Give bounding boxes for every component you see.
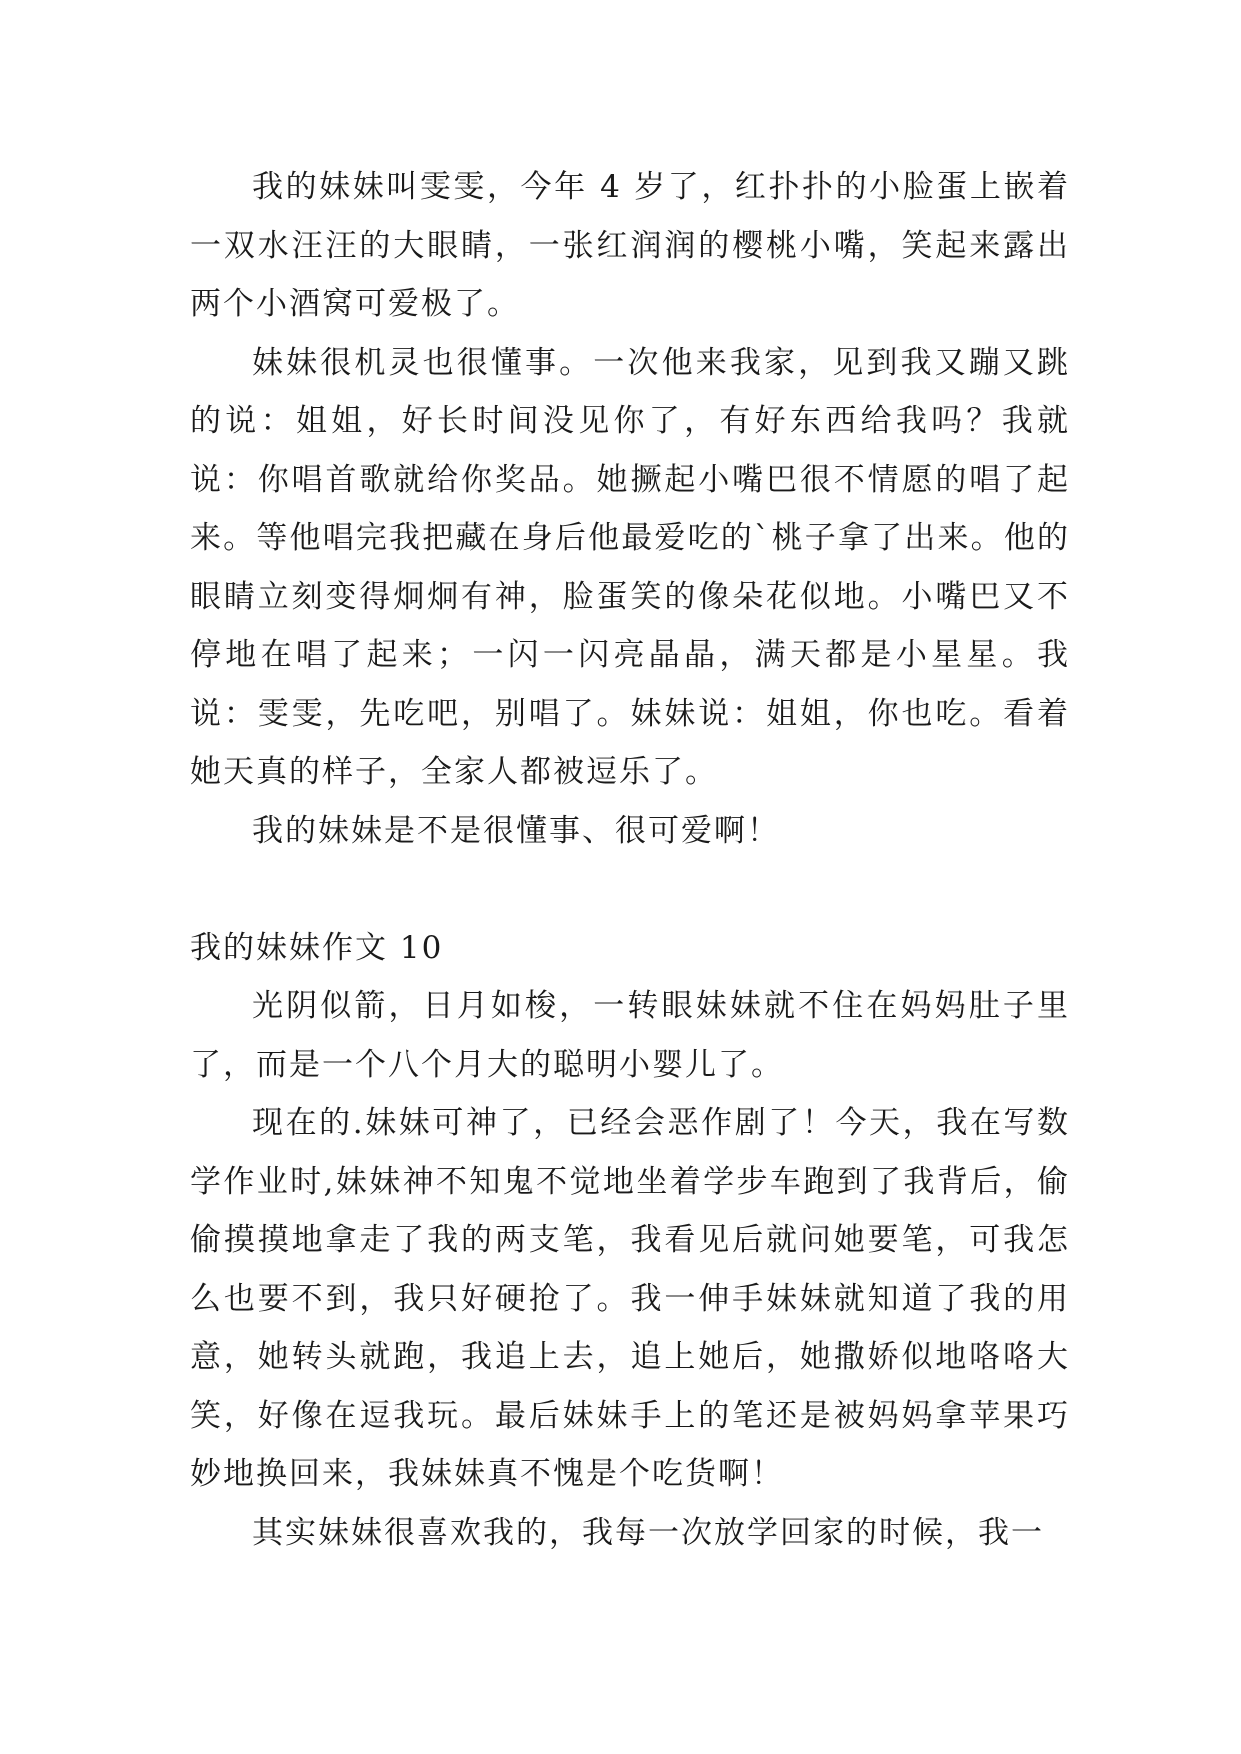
- paragraph: 现在的.妹妹可神了，已经会恶作剧了！今天，我在写数学作业时,妹妹神不知鬼不觉地坐着学步车跑到了我背后，偷偷摸摸地拿走了我的两支笔，我看见后就问她要笔，可我怎么也要不到，我只好硬抢了。我一伸手妹妹就知道了我的用意，她转头就跑，我追上去，追上她后，她撒娇似地咯咯大笑，好像在逗我玩。最后妹妹手上的笔还是被妈妈拿苹果巧妙地换回来，我妹妹真不愧是个吃货啊！: [190, 1105, 1070, 1492]
- paragraph: 我的妹妹叫雯雯，今年 4 岁了，红扑扑的小脸蛋上嵌着一双水汪汪的大眼睛，一张红润润的樱桃小嘴，笑起来露出两个小酒窝可爱极了。: [190, 169, 1070, 322]
- paragraph: 光阴似箭，日月如梭，一转眼妹妹就不住在妈妈肚子里了，而是一个八个月大的聪明小婴儿了。: [190, 988, 1070, 1083]
- paragraph: 我的妹妹是不是很懂事、很可爱啊！: [252, 812, 780, 849]
- document-body: [190, 158, 1070, 1562]
- paragraph: 其实妹妹很喜欢我的，我每一次放学回家的时候，我一: [252, 1514, 1044, 1551]
- section-heading: 我的妹妹作文 10: [190, 929, 444, 966]
- paragraph: 妹妹很机灵也很懂事。一次他来我家，见到我又蹦又跳的说：姐姐，好长时间没见你了，有好东西给我吗？我就说：你唱首歌就给你奖品。她撅起小嘴巴很不情愿的唱了起来。等他唱完我把藏在身后他最爱吃的`桃子拿了出来。他的眼睛立刻变得炯炯有神，脸蛋笑的像朵花似地。小嘴巴又不停地在唱了起来；一闪一闪亮晶晶，满天都是小星星。我说：雯雯，先吃吧，别唱了。妹妹说：姐姐，你也吃。看着她天真的样子，全家人都被逗乐了。: [190, 344, 1070, 790]
